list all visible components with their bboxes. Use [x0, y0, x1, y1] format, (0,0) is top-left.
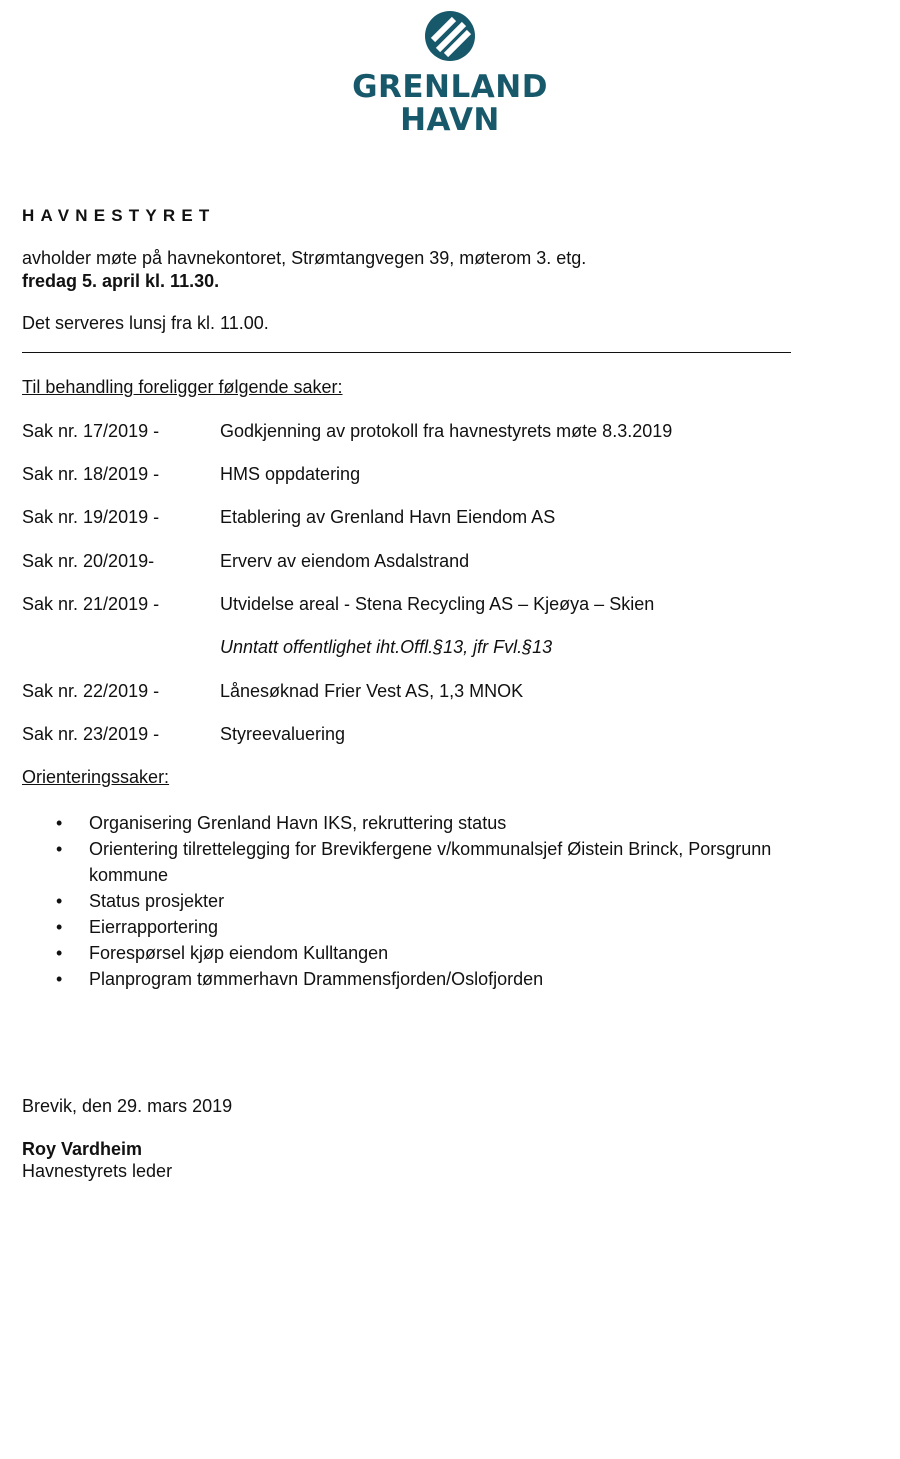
lunch-info: Det serveres lunsj fra kl. 11.00.: [22, 313, 269, 333]
case-title: Lånesøknad Frier Vest AS, 1,3 MNOK: [220, 681, 524, 701]
list-item-text: Eierrapportering: [89, 917, 219, 937]
orientation-list: [22, 810, 822, 992]
case-title: Etablering av Grenland Havn Eiendom AS: [220, 507, 556, 527]
signer-title: Havnestyrets leder: [22, 1161, 173, 1181]
list-item-text: Status prosjekter: [89, 891, 225, 911]
list-item-text: Planprogram tømmerhavn Drammensfjorden/Oslofjorden: [89, 969, 544, 989]
case-note: Unntatt offentlighet iht.Offl.§13, jfr Fvl.§13: [220, 637, 553, 657]
meeting-date: fredag 5. april kl. 11.30.: [22, 271, 220, 291]
bullet-icon: •: [56, 813, 63, 833]
page-title: HAVNESTYRET: [22, 206, 216, 225]
bullet-icon: •: [56, 891, 63, 911]
list-item: [22, 914, 822, 940]
case-title: Erverv av eiendom Asdalstrand: [220, 551, 470, 571]
list-item: [22, 966, 822, 992]
case-number: Sak nr. 17/2019 -: [22, 421, 160, 441]
meeting-location: avholder møte på havnekontoret, Strømtangvegen 39, møterom 3. etg.: [22, 248, 587, 268]
case-title: Godkjenning av protokoll fra havnestyrets møte 8.3.2019: [220, 421, 673, 441]
list-item: [22, 810, 822, 836]
case-number: Sak nr. 22/2019 -: [22, 681, 160, 701]
bullet-icon: •: [56, 839, 63, 859]
list-item: [22, 888, 822, 914]
case-title: HMS oppdatering: [220, 464, 361, 484]
logo: [0, 10, 900, 137]
logo-text-havn: HAVN: [400, 102, 500, 138]
logo-mark-icon: [424, 10, 476, 62]
bullet-icon: •: [56, 969, 63, 989]
agenda-heading: Til behandling foreligger følgende saker:: [22, 377, 343, 397]
case-number: Sak nr. 19/2019 -: [22, 507, 160, 527]
case-number: Sak nr. 20/2019-: [22, 551, 155, 571]
list-item-text: Forespørsel kjøp eiendom Kulltangen: [89, 943, 389, 963]
list-item: [22, 940, 822, 966]
case-number: Sak nr. 23/2019 -: [22, 724, 160, 744]
case-number: Sak nr. 18/2019 -: [22, 464, 160, 484]
list-item: [22, 836, 822, 888]
case-title: Utvidelse areal - Stena Recycling AS – Kjeøya – Skien: [220, 594, 655, 614]
case-number: Sak nr. 21/2019 -: [22, 594, 160, 614]
divider: [22, 352, 791, 353]
case-title: Styreevaluering: [220, 724, 346, 744]
list-item-text: Orientering tilrettelegging for Brevikfergene v/kommunalsjef Øistein Brinck, Porsgrunn kommune: [89, 839, 772, 885]
bullet-icon: •: [56, 943, 63, 963]
logo-text-grenland: GRENLAND: [352, 69, 548, 105]
signer-name: Roy Vardheim: [22, 1139, 143, 1159]
list-item-text: Organisering Grenland Havn IKS, rekruttering status: [89, 813, 507, 833]
orientation-heading: Orienteringssaker:: [22, 767, 170, 787]
bullet-icon: •: [56, 917, 63, 937]
place-date: Brevik, den 29. mars 2019: [22, 1096, 233, 1116]
